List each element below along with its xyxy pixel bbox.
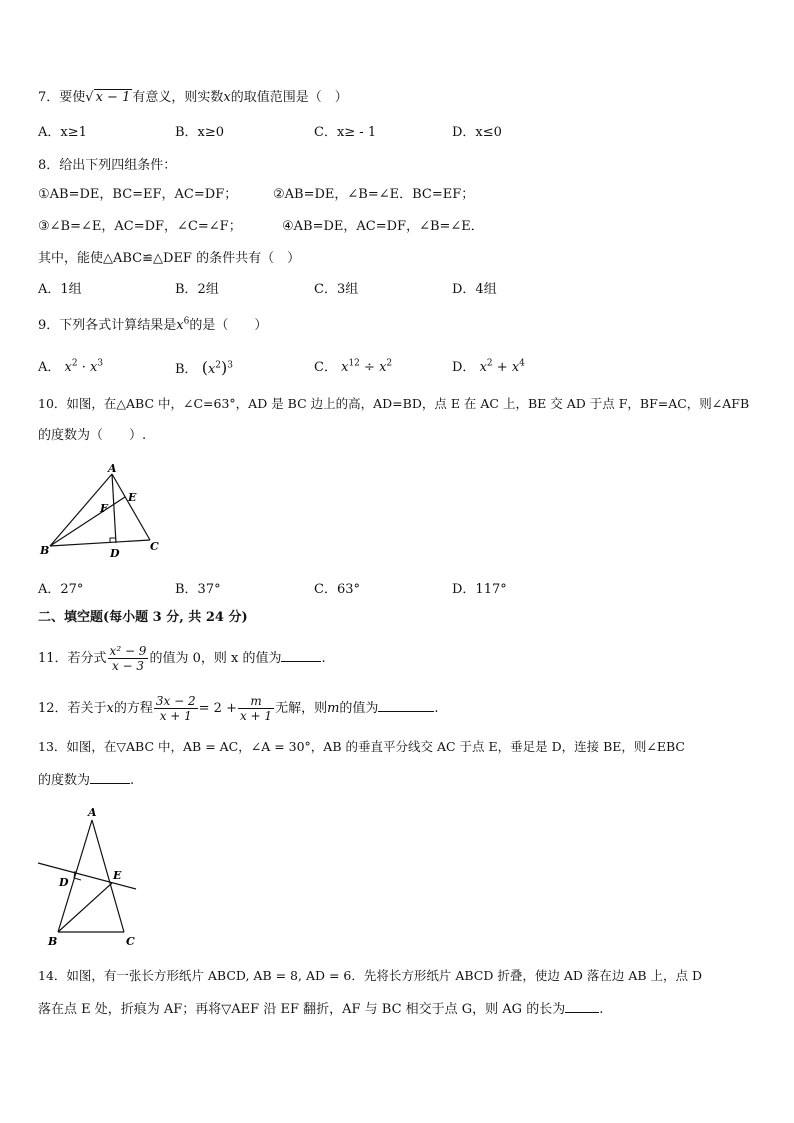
q7-option-c[interactable]: C．x≥ - 1 <box>314 125 377 140</box>
q10-triangle-figure <box>38 462 168 562</box>
q7-stem: 7．要使√ x − 1 有意义，则实数x的取值范围是（ ） <box>38 90 348 105</box>
q10-option-d[interactable]: D．117° <box>452 582 507 597</box>
q7-option-b[interactable]: B．x≥0 <box>175 125 225 140</box>
q13-label-d: D <box>59 876 69 889</box>
q9-option-d[interactable]: D． $x^2 + x^4$ <box>452 358 525 375</box>
q8-condition-1: ①AB=DE，BC=EF，AC=DF； <box>38 187 238 202</box>
q13-stem-line1: 13．如图，在▽ABC 中，AB = AC，∠A = 30°，AB 的垂直平分线交 AC 于点 E，垂足是 D，连接 BE，则∠EBC <box>38 739 685 754</box>
q11-answer-blank[interactable] <box>281 649 321 662</box>
q10-option-b[interactable]: B．37° <box>175 582 221 597</box>
q8-condition-4: ④AB=DE，AC=DF，∠B=∠E． <box>282 219 484 234</box>
q11-fraction: $\frac{\text{x² − 9}}{x - 3}$ <box>109 644 147 673</box>
q8-option-d[interactable]: D．4组 <box>452 282 497 297</box>
q10-label-d: D <box>110 547 120 560</box>
q10-label-f: F <box>100 502 108 515</box>
q12-stem: 12．若关于x的方程 $\frac{3x - 2}{x + 1}$ = 2 + $\frac{m}{x + 1}$ 无解，则m的值为 . <box>38 694 439 723</box>
q8-option-c[interactable]: C．3组 <box>314 282 359 297</box>
q10-stem-line2: 的度数为（ ）. <box>38 428 147 443</box>
q8-condition-2: ②AB=DE，∠B=∠E．BC=EF； <box>273 187 475 202</box>
q7-option-a[interactable]: A．x≥1 <box>38 125 87 140</box>
q10-label-a: A <box>108 462 117 475</box>
q8-option-a[interactable]: A．1组 <box>38 282 82 297</box>
q13-triangle-figure <box>30 802 150 952</box>
q9-option-c[interactable]: C． $x^{12} \div x^2$ <box>314 358 393 375</box>
q7-radicand: x − 1 <box>95 90 131 105</box>
q14-stem-line2: 落在点 E 处，折痕为 AF；再将▽AEF 沿 EF 翻折，AF 与 BC 相交于点 G，则 AG 的长为 . <box>38 1002 604 1017</box>
q13-label-e: E <box>113 869 122 882</box>
q13-stem-line2: 的度数为 . <box>38 773 135 788</box>
q9-stem: 9．下列各式计算结果是$x^6$的是（ ） <box>38 316 268 333</box>
q8-condition-3: ③∠B=∠E，AC=DF，∠C=∠F； <box>38 219 242 234</box>
q12-fraction-2: $\frac{m}{x + 1}$ <box>239 694 273 723</box>
q11-stem: 11．若分式 $\frac{\text{x² − 9}}{x - 3}$ 的值为 0，则 x 的值为 . <box>38 644 326 673</box>
sqrt-symbol: √ <box>85 90 94 105</box>
q14-stem-line1: 14．如图，有一张长方形纸片 ABCD, AB = 8, AD = 6．先将长方形纸片 ABCD 折叠，使边 AD 落在边 AB 上，点 D <box>38 968 702 983</box>
q12-answer-blank[interactable] <box>378 699 434 712</box>
q8-title: 8．给出下列四组条件： <box>38 158 177 173</box>
q7-option-d[interactable]: D．x≤0 <box>452 125 502 140</box>
q9-option-a[interactable]: A． $x^2 \cdot x^3$ <box>38 358 104 375</box>
q10-option-c[interactable]: C．63° <box>314 582 360 597</box>
q13-label-a: A <box>88 806 97 819</box>
q13-label-b: B <box>48 935 58 948</box>
q12-fraction-1: $\frac{3x - 2}{x + 1}$ <box>155 694 196 723</box>
q10-label-c: C <box>150 540 159 553</box>
q10-label-b: B <box>40 544 50 557</box>
q10-stem-line1: 10．如图，在△ABC 中，∠C=63°，AD 是 BC 边上的高，AD=BD，点 E 在 AC 上，BE 交 AD 于点 F，BF=AC，则∠AFB <box>38 396 750 411</box>
q10-option-a[interactable]: A．27° <box>38 582 84 597</box>
q14-answer-blank[interactable] <box>565 1000 599 1013</box>
q9-option-b[interactable]: B． $(x^2)^3$ <box>175 358 234 377</box>
q8-option-b[interactable]: B．2组 <box>175 282 219 297</box>
q13-label-c: C <box>126 935 135 948</box>
q8-question: 其中，能使△ABC≌△DEF 的条件共有（ ） <box>38 251 301 266</box>
section-2-heading: 二、填空题(每小题 3 分, 共 24 分) <box>38 610 248 625</box>
q13-answer-blank[interactable] <box>90 771 130 784</box>
q10-label-e: E <box>128 491 137 504</box>
